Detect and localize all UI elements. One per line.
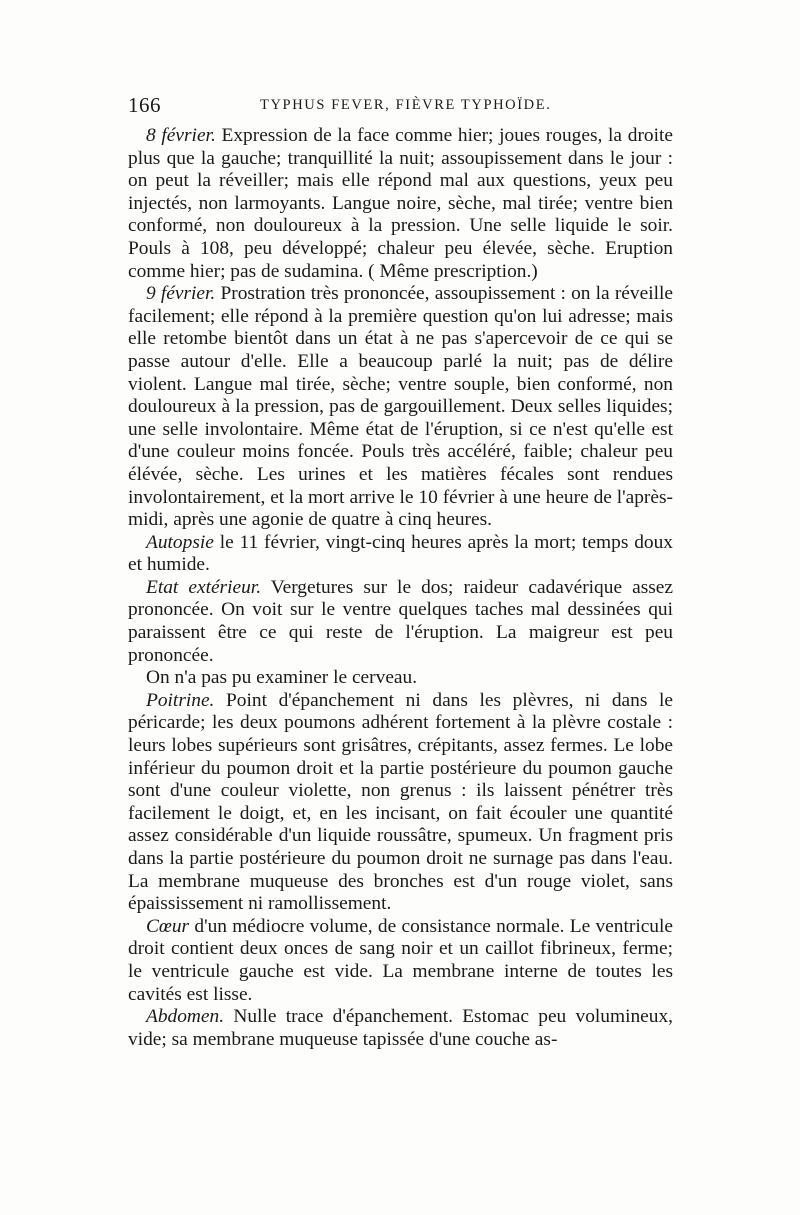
paragraph-coeur [128,916,673,1006]
paragraph-text: Prostration très prononcée, assoupissement : on la réveille facilement; elle répond à la première question qu'on lui adresse; mais elle retombe bientôt dans un état à ne pas s'apercevoir de ce qui se passe autour d'elle. Elle a beaucoup parlé la nuit; pas de délire violent. Langue mal tirée, sèche; ventre souple, bien conformé, non douloureux à la pression, pas de gargouillement. Deux selles liquides; une selle involontaire. Même état de l'éruption, si ce n'est qu'elle est d'une couleur moins foncée. Pouls très accéléré, faible; chaleur peu élévée, sèche. Les urines et les matières fécales sont rendues involontairement, et la mort arrive le 10 février à une heure de l'après-midi, après une agonie de quatre à cinq heures. [128,283,673,531]
paragraph-etat-exterieur [128,577,673,667]
paragraph-feb-9 [128,283,673,532]
page-header [128,93,673,123]
paragraph-text: le 11 février, vingt-cinq heures après la mort; temps doux et humide. [128,531,673,576]
paragraph-text: Expression de la face comme hier; joues rouges, la droite plus que la gauche; tranquillité la nuit; assoupissement dans le jour : on peut la réveiller; mais elle répond mal aux questions, yeux peu injectés, non larmoyants. Langue noire, sèche, mal tirée; ventre bien conformé, non douloureux à la pression. Une selle liquide le soir. Pouls à 108, peu développé; chaleur peu élevée, sèche. Eruption comme hier; pas de sudamina. ( Même prescription.) [128,125,673,282]
paragraph-text: On n'a pas pu examiner le cerveau. [146,667,418,689]
paragraph-lead: Abdomen. [146,1006,225,1028]
paragraph-lead: Poitrine. [146,689,215,711]
paragraph-lead: 9 février. [146,283,216,305]
paragraph-lead: Autopsie [146,531,214,553]
paragraph-autopsie [128,532,673,577]
body-text [128,125,673,1051]
paragraph-cerveau [128,667,673,690]
page-number: 166 [128,93,161,117]
paragraph-abdomen [128,1006,673,1051]
paragraph-lead: 8 février. [146,125,216,146]
paragraph-feb-8 [128,125,673,283]
paragraph-text: Nulle trace d'épanchement. Estomac peu volumineux, vide; sa membrane muqueuse tapissée d'une couche as- [128,1006,673,1050]
paragraph-text: Point d'épanchement ni dans les plèvres, ni dans le péricarde; les deux poumons adhérent fortement à la plèvre costale : leurs lobes supérieurs sont grisâtres, crépitants, assez fermes. Le lobe inférieur du poumon droit et la partie postérieure du poumon gauche sont d'une couleur violette, non grenus : ils laissent pénétrer très facilement le doigt, et, en les incisant, on fait écouler une quantité assez considérable d'un liquide roussâtre, spumeux. Un fragment pris dans la partie postérieure du poumon droit ne surnage pas dans l'eau. La membrane muqueuse des bronches est d'un rouge violet, sans épaississement ni ramollissement. [128,689,673,915]
paragraph-text: Vergetures sur le dos; raideur cadavérique assez prononcée. On voit sur le ventre quelques taches mal dessinées qui paraissent être ce qui reste de l'éruption. La maigreur est peu prononcée. [128,576,673,666]
paragraph-lead: Etat extérieur. [146,576,262,598]
paragraph-poitrine [128,690,673,916]
paragraph-lead: Cœur [146,915,190,937]
running-title: TYPHUS FEVER, FIÈVRE TYPHOÏDE. [260,97,552,113]
paragraph-text: d'un médiocre volume, de consistance normale. Le ventricule droit contient deux onces de sang noir et un caillot fibrineux, ferme; le ventricule gauche est vide. La membrane interne de toutes les cavités est lisse. [128,915,673,1005]
